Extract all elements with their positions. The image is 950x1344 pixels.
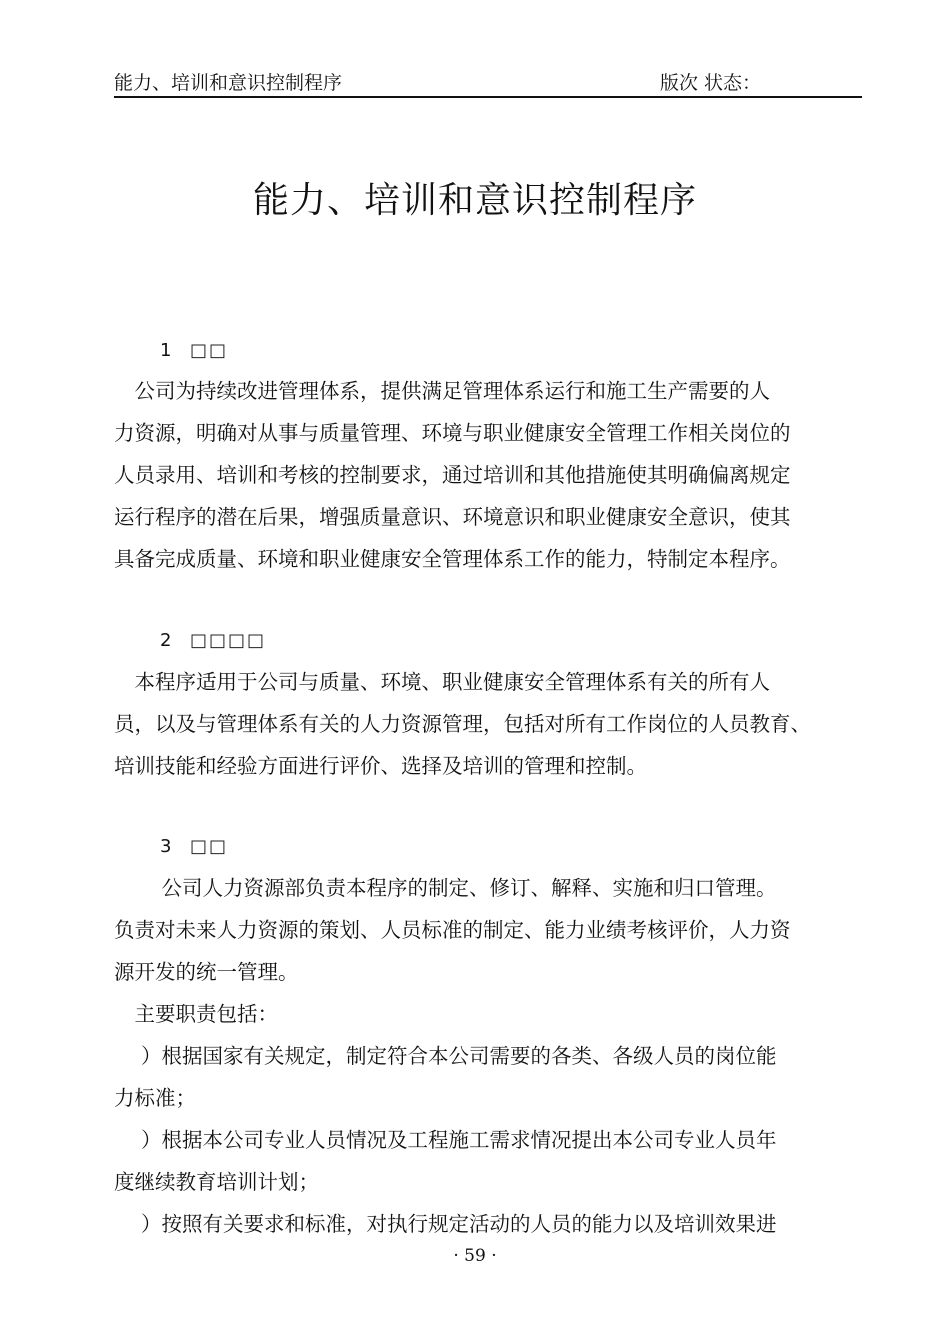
section-1-body xyxy=(114,370,862,580)
paragraph-line: 源开发的统一管理。 xyxy=(114,960,299,984)
section-number: 3 xyxy=(160,836,172,857)
paragraph-line: 具备完成质量、环境和职业健康安全管理体系工作的能力，特制定本程序。 xyxy=(114,547,791,571)
paragraph-line: ）根据国家有关规定，制定符合本公司需要的各类、各级人员的岗位能 xyxy=(114,1044,777,1068)
section-3-heading xyxy=(160,836,228,857)
paragraph-line: ）按照有关要求和标准，对执行规定活动的人员的能力以及培训效果进 xyxy=(114,1212,777,1236)
header-version-status: 版次 状态： xyxy=(660,72,762,94)
paragraph-line: 运行程序的潜在后果，增强质量意识、环境意识和职业健康安全意识，使其 xyxy=(114,505,791,529)
section-1-heading xyxy=(160,340,228,361)
paragraph-line: 本程序适用于公司与质量、环境、职业健康安全管理体系有关的所有人 xyxy=(114,670,770,694)
section-2-body xyxy=(114,661,862,787)
paragraph-line: 力资源，明确对从事与质量管理、环境与职业健康安全管理工作相关岗位的 xyxy=(114,421,791,445)
header-doc-title: 能力、培训和意识控制程序 xyxy=(114,72,343,94)
paragraph-line: 公司为持续改进管理体系，提供满足管理体系运行和施工生产需要的人 xyxy=(114,379,770,403)
paragraph-line: 力标准； xyxy=(114,1086,196,1110)
paragraph-line: 公司人力资源部负责本程序的制定、修订、解释、实施和归口管理。 xyxy=(114,876,777,900)
document-title: 能力、培训和意识控制程序 xyxy=(252,180,697,221)
section-title: □□□□ xyxy=(190,630,267,651)
section-number: 2 xyxy=(160,630,172,651)
section-number: 1 xyxy=(160,340,172,361)
paragraph-line: 度继续教育培训计划； xyxy=(114,1170,319,1194)
section-title: □□ xyxy=(190,340,229,361)
paragraph-line: 负责对未来人力资源的策划、人员标准的制定、能力业绩考核评价，人力资 xyxy=(114,918,791,942)
paragraph-line: ）根据本公司专业人员情况及工程施工需求情况提出本公司专业人员年 xyxy=(114,1128,777,1152)
page-header xyxy=(114,66,862,98)
section-2-heading xyxy=(160,630,266,651)
section-3-body xyxy=(114,867,862,1245)
paragraph-line: 培训技能和经验方面进行评价、选择及培训的管理和控制。 xyxy=(114,754,647,778)
paragraph-line: 员，以及与管理体系有关的人力资源管理，包括对所有工作岗位的人员教育、 xyxy=(114,712,811,736)
paragraph-line: 人员录用、培训和考核的控制要求，通过培训和其他措施使其明确偏离规定 xyxy=(114,463,791,487)
page-number: · 59 · xyxy=(453,1246,497,1266)
paragraph-line: 主要职责包括： xyxy=(114,1002,278,1026)
section-title: □□ xyxy=(190,836,229,857)
